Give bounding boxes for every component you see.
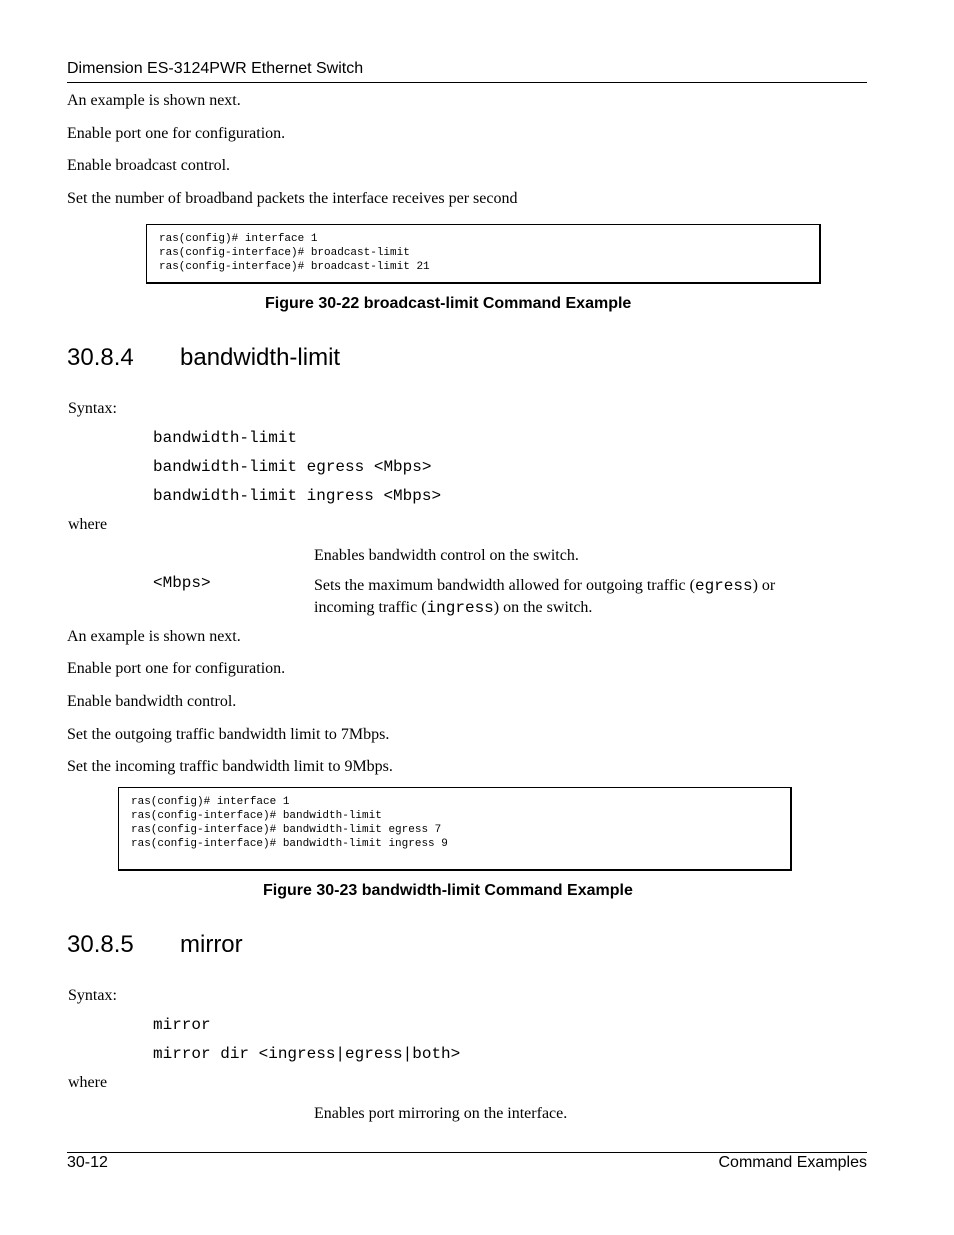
desc-code: ingress [426,599,494,617]
syntax-command: bandwidth-limit ingress <Mbps> [153,487,442,505]
syntax-label: Syntax: [68,987,117,1004]
paragraph: Enable port one for configuration. [67,125,286,142]
where-label: where [68,1074,108,1091]
page-number: 30-12 [67,1154,108,1171]
section-title: mirror [180,931,243,958]
syntax-command: bandwidth-limit [153,429,298,447]
paragraph: An example is shown next. [67,628,241,645]
desc-text: ) or incoming traffic ( [314,577,776,616]
definition-description [314,575,824,619]
footer-rule [67,1152,867,1153]
syntax-command: mirror dir <ingress|egress|both> [153,1045,461,1063]
desc-code: egress [694,577,753,595]
definition-description: Enables port mirroring on the interface. [314,1105,568,1122]
code-example-box [146,224,821,284]
syntax-label: Syntax: [68,400,117,417]
code-listing: ras(config)# interface 1 ras(config-interface)# bandwidth-limit ras(config-interface)# bandwidth-limit egress 7 ras(config-interface)# bandwidth-limit ingress 9 [131,796,448,850]
syntax-command: bandwidth-limit egress <Mbps> [153,458,432,476]
paragraph: Enable bandwidth control. [67,693,237,710]
paragraph: Set the outgoing traffic bandwidth limit to 7Mbps. [67,726,390,743]
paragraph: An example is shown next. [67,92,241,109]
figure-caption: Figure 30-22 broadcast-limit Command Example [265,295,632,312]
section-number: 30.8.5 [67,931,134,958]
paragraph: Enable port one for configuration. [67,660,286,677]
header-rule [67,82,867,83]
where-label: where [68,516,108,533]
definition-description: Enables bandwidth control on the switch. [314,547,579,564]
footer-section: Command Examples [718,1154,867,1171]
paragraph: Set the number of broadband packets the interface receives per second [67,190,518,207]
figure-caption: Figure 30-23 bandwidth-limit Command Example [263,882,633,899]
running-header: Dimension ES-3124PWR Ethernet Switch [67,60,364,77]
code-listing: ras(config)# interface 1 ras(config-interface)# broadcast-limit ras(config-interface)# broadcast-limit 21 [159,233,430,273]
section-title: bandwidth-limit [180,344,341,371]
desc-text: ) on the switch. [493,599,593,616]
desc-text: Sets the maximum bandwidth allowed for outgoing traffic ( [314,577,695,594]
section-number: 30.8.4 [67,344,134,371]
definition-term: <Mbps> [153,574,211,592]
code-example-box [118,787,792,871]
syntax-command: mirror [153,1016,211,1034]
paragraph: Enable broadcast control. [67,157,231,174]
paragraph: Set the incoming traffic bandwidth limit to 9Mbps. [67,758,393,775]
